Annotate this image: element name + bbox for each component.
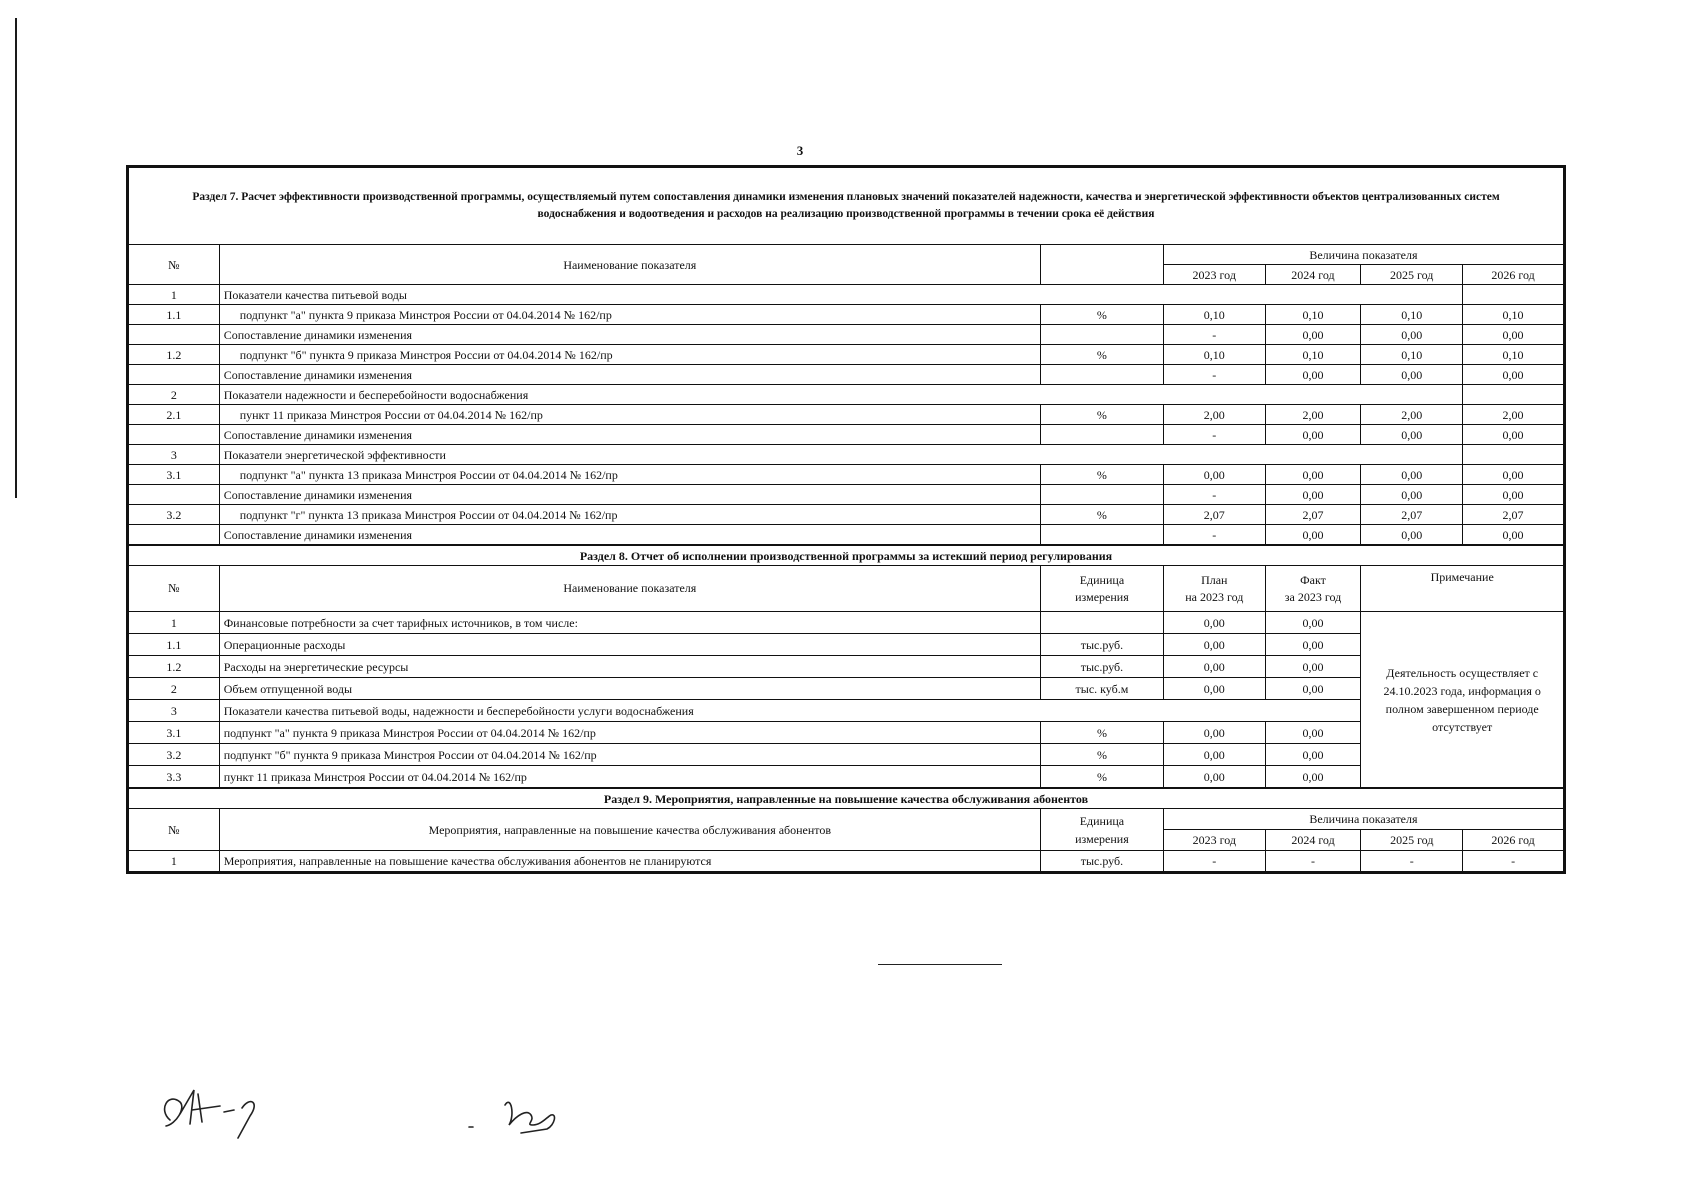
row-value: 0,10 (1265, 345, 1361, 365)
row-value: 0,00 (1361, 525, 1463, 545)
row-name: подпункт "б" пункта 9 приказа Минстроя России от 04.04.2014 № 162/пр (219, 744, 1040, 766)
row-value: 0,00 (1463, 465, 1564, 485)
table-row (129, 285, 1564, 305)
row-value: 0,00 (1463, 325, 1564, 345)
row-name: подпункт "а" пункта 9 приказа Минстроя России от 04.04.2014 № 162/пр (219, 305, 1040, 325)
section9-header-year-2025: 2025 год (1361, 830, 1463, 851)
section8-header-unit-line1: Единица (1079, 572, 1125, 587)
table-row (129, 634, 1564, 656)
section7-title: Раздел 7. Расчет эффективности производственной программы, осуществляемый путем сопоставления динамики изменения плановых значений показателей надежности, качества и энергетической эффективности объектов централизованных систем водоснабжения и водоотведения и расходов на реализацию производственной программы в течении срока её действия (129, 168, 1564, 245)
row-unit (1040, 612, 1163, 634)
row-value: 2,07 (1361, 505, 1463, 525)
row-empty-cell (1463, 285, 1564, 305)
table-row (129, 305, 1564, 325)
section7-header-year-2023: 2023 год (1163, 265, 1265, 285)
table-row (129, 465, 1564, 485)
section9-body (129, 851, 1564, 872)
row-unit: тыс. куб.м (1040, 678, 1163, 700)
row-name: Сопоставление динамики изменения (219, 525, 1040, 545)
row-name: подпункт "а" пункта 9 приказа Минстроя России от 04.04.2014 № 162/пр (219, 722, 1040, 744)
row-num (129, 525, 220, 545)
row-num: 2 (129, 385, 220, 405)
signature-right-icon (455, 1085, 585, 1135)
row-unit (1040, 485, 1163, 505)
row-value: 0,00 (1265, 425, 1361, 445)
row-fact: 0,00 (1265, 656, 1361, 678)
row-name: Сопоставление динамики изменения (219, 485, 1040, 505)
row-unit (1040, 525, 1163, 545)
table-row (129, 425, 1564, 445)
section7-header-name: Наименование показателя (219, 245, 1040, 285)
row-name: Мероприятия, направленные на повышение качества обслуживания абонентов не планируются (219, 851, 1040, 872)
row-num: 1.2 (129, 345, 220, 365)
row-value: 0,10 (1163, 345, 1265, 365)
section9-header-unit-line1: Единица (1079, 813, 1125, 828)
table-row (129, 485, 1564, 505)
row-unit: % (1040, 766, 1163, 788)
row-value: 0,00 (1361, 465, 1463, 485)
row-value: - (1163, 485, 1265, 505)
row-plan: 0,00 (1163, 678, 1265, 700)
section9-header-num: № (129, 809, 220, 851)
row-value: 0,00 (1361, 425, 1463, 445)
table-row (129, 325, 1564, 345)
table-row (129, 722, 1564, 744)
row-value: 0,00 (1265, 465, 1361, 485)
table-row (129, 405, 1564, 425)
section8-header-name: Наименование показателя (219, 566, 1040, 612)
row-fact: 0,00 (1265, 612, 1361, 634)
row-value: 0,00 (1265, 525, 1361, 545)
section7-header-year-2024: 2024 год (1265, 265, 1361, 285)
row-plan: 0,00 (1163, 766, 1265, 788)
section8-header-unit (1040, 566, 1163, 612)
row-name: Сопоставление динамики изменения (219, 425, 1040, 445)
table-row (129, 525, 1564, 545)
section7-table (128, 167, 1564, 545)
row-value: 0,00 (1463, 525, 1564, 545)
row-value: 0,00 (1163, 465, 1265, 485)
row-fact: 0,00 (1265, 766, 1361, 788)
row-name: пункт 11 приказа Минстроя России от 04.04.2014 № 162/пр (219, 766, 1040, 788)
row-unit: % (1040, 345, 1163, 365)
section8-header-fact-line1: Факт (1300, 572, 1326, 587)
section9-header-unit-line2: измерения (1075, 831, 1129, 846)
row-value: 2,00 (1463, 405, 1564, 425)
section8-header-plan (1163, 566, 1265, 612)
row-value: 0,00 (1265, 485, 1361, 505)
row-value: 2,07 (1463, 505, 1564, 525)
row-plan: 0,00 (1163, 744, 1265, 766)
row-value: 0,00 (1361, 365, 1463, 385)
row-value: - (1265, 851, 1361, 872)
row-num: 1 (129, 851, 220, 872)
table-row (129, 744, 1564, 766)
section9-header-year-2024: 2024 год (1265, 830, 1361, 851)
section8-header-plan-line2: на 2023 год (1185, 589, 1244, 604)
section8-table (128, 545, 1564, 788)
section7-header-num: № (129, 245, 220, 285)
row-name: подпункт "б" пункта 9 приказа Минстроя России от 04.04.2014 № 162/пр (219, 345, 1040, 365)
row-unit: % (1040, 305, 1163, 325)
row-num: 3.2 (129, 744, 220, 766)
row-name: Показатели качества питьевой воды, надежности и бесперебойности услуги водоснабжения (219, 700, 1361, 722)
row-value: - (1463, 851, 1564, 872)
row-unit: тыс.руб. (1040, 851, 1163, 872)
row-name: Расходы на энергетические ресурсы (219, 656, 1040, 678)
row-value: 2,07 (1163, 505, 1265, 525)
row-value: 0,00 (1361, 325, 1463, 345)
signature-left-icon (150, 1080, 280, 1140)
row-num: 1 (129, 612, 220, 634)
row-unit: % (1040, 405, 1163, 425)
table-row (129, 505, 1564, 525)
section9-header-name: Мероприятия, направленные на повышение качества обслуживания абонентов (219, 809, 1040, 851)
row-num: 1.2 (129, 656, 220, 678)
row-unit: % (1040, 722, 1163, 744)
row-unit (1040, 365, 1163, 385)
row-value: 2,00 (1361, 405, 1463, 425)
row-fact: 0,00 (1265, 678, 1361, 700)
row-plan: 0,00 (1163, 634, 1265, 656)
row-empty-cell (1463, 445, 1564, 465)
row-name: Операционные расходы (219, 634, 1040, 656)
section8-header-fact (1265, 566, 1361, 612)
section9-header-value-group: Величина показателя (1163, 809, 1563, 830)
row-value: 2,07 (1265, 505, 1361, 525)
section9-header-year-2023: 2023 год (1163, 830, 1265, 851)
row-num: 1.1 (129, 305, 220, 325)
row-unit (1040, 325, 1163, 345)
row-name: Сопоставление динамики изменения (219, 365, 1040, 385)
row-name: Показатели качества питьевой воды (219, 285, 1462, 305)
row-fact: 0,00 (1265, 634, 1361, 656)
table-row (129, 656, 1564, 678)
row-value: - (1163, 325, 1265, 345)
row-name: Финансовые потребности за счет тарифных источников, в том числе: (219, 612, 1040, 634)
section9-title: Раздел 9. Мероприятия, направленные на повышение качества обслуживания абонентов (129, 789, 1564, 809)
row-unit: % (1040, 744, 1163, 766)
row-num: 2 (129, 678, 220, 700)
row-unit (1040, 425, 1163, 445)
row-num: 3.1 (129, 465, 220, 485)
section8-header-num: № (129, 566, 220, 612)
scan-edge-line (15, 18, 17, 498)
document-tables (126, 165, 1566, 874)
row-value: 0,00 (1463, 425, 1564, 445)
section8-body (129, 612, 1564, 788)
section7-body (129, 285, 1564, 545)
section7-header-unit (1040, 245, 1163, 285)
row-value: 0,00 (1463, 365, 1564, 385)
section7-header-year-2025: 2025 год (1361, 265, 1463, 285)
table-row (129, 766, 1564, 788)
row-num: 2.1 (129, 405, 220, 425)
row-value: - (1163, 365, 1265, 385)
section8-header-note: Примечание (1361, 566, 1564, 612)
row-value: 0,10 (1463, 305, 1564, 325)
row-num: 3 (129, 700, 220, 722)
row-unit: тыс.руб. (1040, 634, 1163, 656)
table-row (129, 851, 1564, 872)
row-value: - (1361, 851, 1463, 872)
row-plan: 0,00 (1163, 722, 1265, 744)
row-name: пункт 11 приказа Минстроя России от 04.04.2014 № 162/пр (219, 405, 1040, 425)
section7-header-value-group: Величина показателя (1163, 245, 1563, 265)
row-value: 2,00 (1265, 405, 1361, 425)
row-empty-cell (1463, 385, 1564, 405)
row-num (129, 425, 220, 445)
row-name: подпункт "а" пункта 13 приказа Минстроя России от 04.04.2014 № 162/пр (219, 465, 1040, 485)
table-row (129, 445, 1564, 465)
row-value: 0,00 (1463, 485, 1564, 505)
table-row (129, 385, 1564, 405)
row-num: 3.1 (129, 722, 220, 744)
page-number: 3 (796, 143, 804, 158)
row-value: 2,00 (1163, 405, 1265, 425)
row-unit: % (1040, 465, 1163, 485)
row-num: 3.3 (129, 766, 220, 788)
row-value: 0,10 (1361, 305, 1463, 325)
row-num (129, 325, 220, 345)
section8-title: Раздел 8. Отчет об исполнении производственной программы за истекший период регулирования (129, 546, 1564, 566)
section7-header-year-2026: 2026 год (1463, 265, 1564, 285)
row-name: Показатели энергетической эффективности (219, 445, 1462, 465)
row-value: 0,00 (1361, 485, 1463, 505)
row-num: 3 (129, 445, 220, 465)
row-name: Объем отпущенной воды (219, 678, 1040, 700)
row-value: - (1163, 851, 1265, 872)
closing-divider-line (878, 964, 1002, 965)
row-plan: 0,00 (1163, 612, 1265, 634)
row-num: 1 (129, 285, 220, 305)
row-value: 0,10 (1163, 305, 1265, 325)
row-value: 0,10 (1265, 305, 1361, 325)
row-unit: тыс.руб. (1040, 656, 1163, 678)
row-value: 0,10 (1361, 345, 1463, 365)
section9-header-unit (1040, 809, 1163, 851)
row-num: 1.1 (129, 634, 220, 656)
row-value: - (1163, 525, 1265, 545)
row-fact: 0,00 (1265, 722, 1361, 744)
table-row (129, 700, 1564, 722)
section8-header-fact-line2: за 2023 год (1284, 589, 1342, 604)
row-name: подпункт "г" пункта 13 приказа Минстроя России от 04.04.2014 № 162/пр (219, 505, 1040, 525)
row-value: 0,00 (1265, 365, 1361, 385)
row-value: 0,10 (1463, 345, 1564, 365)
row-name: Показатели надежности и бесперебойности водоснабжения (219, 385, 1462, 405)
row-name: Сопоставление динамики изменения (219, 325, 1040, 345)
section9-header-year-2026: 2026 год (1463, 830, 1564, 851)
row-num: 3.2 (129, 505, 220, 525)
section8-header-plan-line1: План (1201, 572, 1228, 587)
section8-note: Деятельность осуществляет с 24.10.2023 года, информация о полном завершенном периоде отсутствует (1361, 612, 1564, 788)
table-row (129, 678, 1564, 700)
row-fact: 0,00 (1265, 744, 1361, 766)
row-plan: 0,00 (1163, 656, 1265, 678)
table-row (129, 365, 1564, 385)
table-row (129, 345, 1564, 365)
section8-header-unit-line2: измерения (1075, 589, 1129, 604)
table-row (129, 612, 1564, 634)
row-num (129, 485, 220, 505)
row-value: - (1163, 425, 1265, 445)
row-value: 0,00 (1265, 325, 1361, 345)
section9-table (128, 788, 1564, 872)
row-num (129, 365, 220, 385)
row-unit: % (1040, 505, 1163, 525)
